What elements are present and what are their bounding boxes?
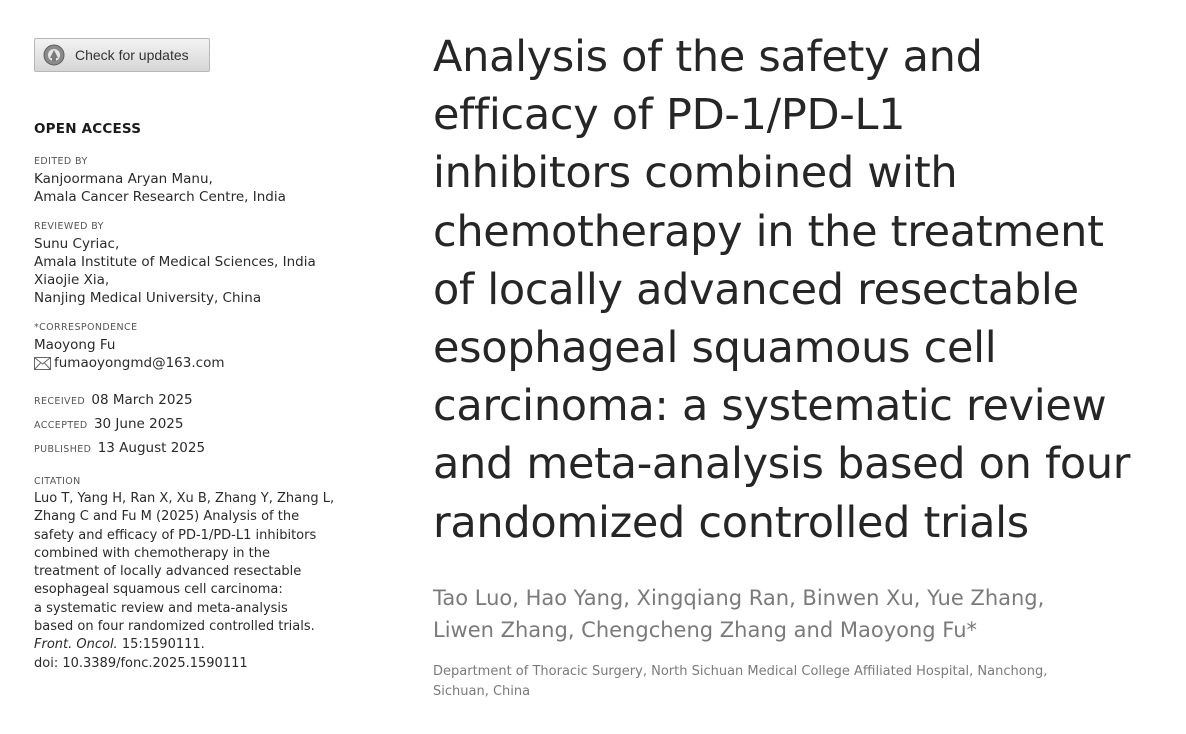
citation-label: CITATION bbox=[34, 476, 81, 487]
check-for-updates-label: Check for updates bbox=[75, 47, 189, 63]
citation-journal-line bbox=[34, 636, 379, 654]
citation-line: a systematic review and meta-analysis bbox=[34, 600, 288, 616]
title-line: carcinoma: a systematic review bbox=[433, 381, 1107, 432]
correspondence-label: *CORRESPONDENCE bbox=[34, 322, 138, 333]
reviewer-name: Sunu Cyriac, bbox=[34, 236, 120, 252]
reviewer-affiliation: Nanjing Medical University, China bbox=[34, 290, 262, 306]
published-date: 13 August 2025 bbox=[97, 440, 206, 456]
citation-line: Luo T, Yang H, Ran X, Xu B, Zhang Y, Zhang L, bbox=[34, 491, 335, 506]
citation-doi[interactable]: doi: 10.3389/fonc.2025.1590111 bbox=[34, 655, 248, 671]
title-line: of locally advanced resectable bbox=[433, 264, 1079, 315]
check-updates-icon bbox=[43, 44, 65, 66]
accepted-row bbox=[34, 413, 394, 437]
article-header bbox=[433, 0, 1178, 702]
correspondence-name: Maoyong Fu bbox=[34, 337, 116, 353]
title-line: efficacy of PD-1/PD-L1 bbox=[433, 90, 906, 141]
title-line: chemotherapy in the treatment bbox=[433, 206, 1104, 257]
published-label: PUBLISHED bbox=[34, 444, 92, 455]
citation-journal: Front. Oncol. bbox=[34, 637, 118, 653]
edited-by-label: EDITED BY bbox=[34, 156, 88, 167]
article-title bbox=[433, 28, 1173, 552]
reviewed-by-label: REVIEWED BY bbox=[34, 221, 104, 232]
edited-by-section bbox=[34, 156, 394, 206]
reviewer-affiliation: Amala Institute of Medical Sciences, India bbox=[34, 254, 316, 270]
received-row bbox=[34, 389, 394, 413]
affiliation-line: Department of Thoracic Surgery, North Sichuan Medical College Affiliated Hospital, Nanchong, bbox=[433, 663, 1048, 679]
citation-section bbox=[34, 476, 394, 673]
check-for-updates-button[interactable] bbox=[34, 38, 210, 72]
title-line: Analysis of the safety and bbox=[433, 32, 983, 82]
author-line: Liwen Zhang, Chengcheng Zhang and Maoyong Fu* bbox=[433, 617, 978, 642]
received-date: 08 March 2025 bbox=[91, 392, 193, 408]
citation-line: combined with chemotherapy in the bbox=[34, 545, 271, 561]
dates-section bbox=[34, 389, 394, 461]
citation-line: safety and efficacy of PD-1/PD-L1 inhibitors bbox=[34, 527, 317, 543]
citation-line: esophageal squamous cell carcinoma: bbox=[34, 582, 283, 598]
author-line: Tao Luo, Hao Yang, Xingqiang Ran, Binwen Xu, Yue Zhang, bbox=[433, 585, 1045, 610]
published-row bbox=[34, 437, 394, 461]
affiliation bbox=[433, 662, 1153, 702]
reviewer-name: Xiaojie Xia, bbox=[34, 272, 110, 288]
accepted-date: 30 June 2025 bbox=[93, 416, 184, 432]
envelope-icon bbox=[34, 357, 51, 370]
correspondence-email-row bbox=[34, 354, 394, 372]
open-access-label: OPEN ACCESS bbox=[34, 121, 142, 137]
title-line: and meta-analysis based on four bbox=[433, 439, 1131, 490]
citation-text bbox=[34, 490, 379, 673]
article-sidebar bbox=[34, 38, 394, 673]
accepted-label: ACCEPTED bbox=[34, 420, 88, 431]
correspondence-email-link[interactable]: fumaoyongmd@163.com bbox=[54, 355, 225, 371]
citation-line: based on four randomized controlled trials. bbox=[34, 619, 315, 635]
editor-affiliation: Amala Cancer Research Centre, India bbox=[34, 189, 286, 205]
reviewed-by-section bbox=[34, 221, 394, 307]
correspondence-section bbox=[34, 322, 394, 372]
author-list bbox=[433, 582, 1153, 646]
title-line: esophageal squamous cell bbox=[433, 323, 997, 374]
citation-line: treatment of locally advanced resectable bbox=[34, 564, 302, 580]
title-line: randomized controlled trials bbox=[433, 497, 1029, 548]
citation-line: Zhang C and Fu M (2025) Analysis of the bbox=[34, 509, 300, 525]
received-label: RECEIVED bbox=[34, 396, 86, 407]
affiliation-line: Sichuan, China bbox=[433, 683, 531, 699]
citation-volume: 15:1590111. bbox=[117, 637, 205, 653]
title-line: inhibitors combined with bbox=[433, 148, 958, 199]
editor-name: Kanjoormana Aryan Manu, bbox=[34, 171, 213, 187]
